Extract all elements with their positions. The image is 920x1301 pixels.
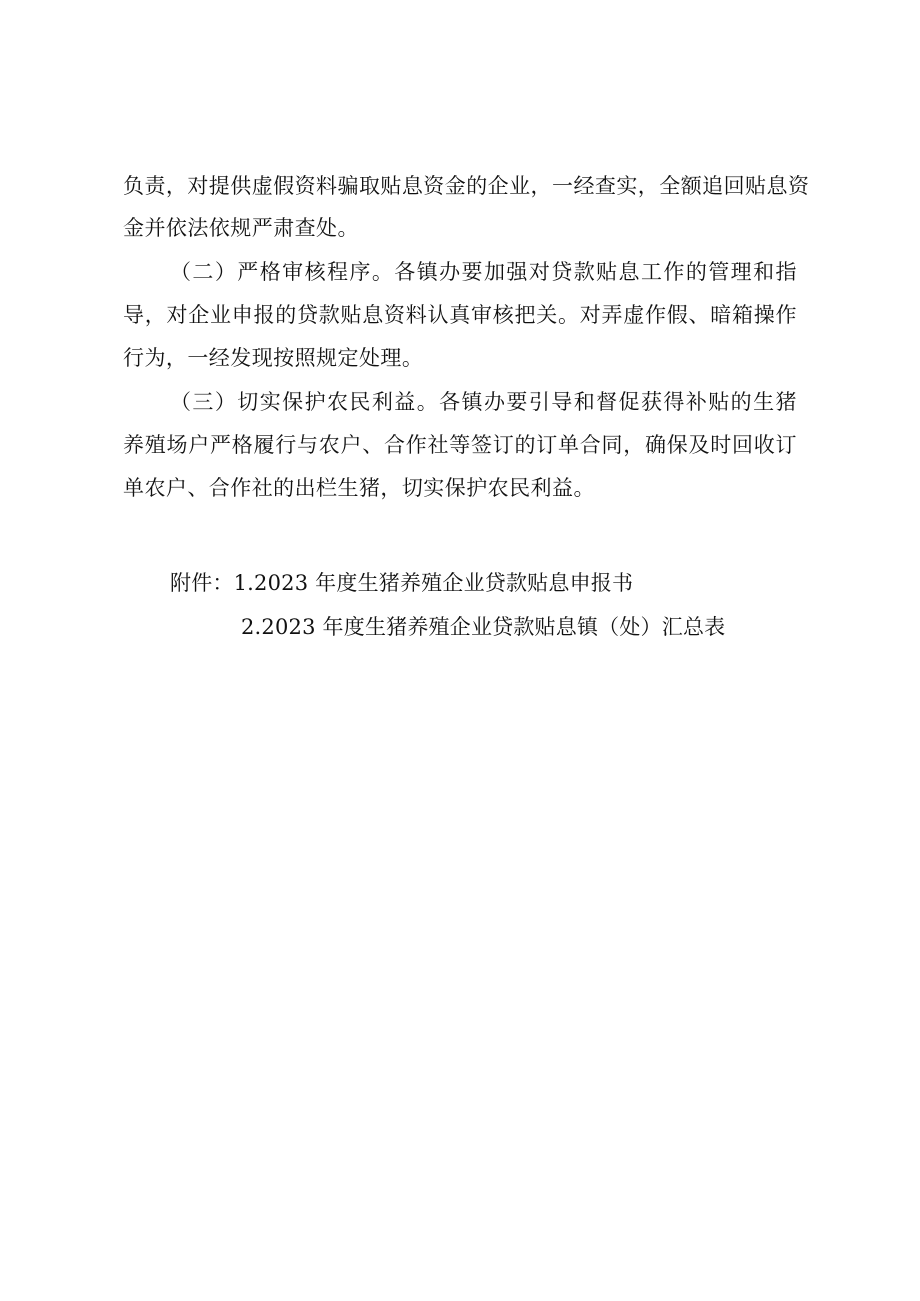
paragraph-1-line-1: 负责，对提供虚假资料骗取贴息资金的企业，一经查实，全额追回贴息资 <box>123 174 810 198</box>
paragraph-2-line-2: 导，对企业申报的贷款贴息资料认真审核把关。对弄虚作假、暗箱操作 <box>123 303 797 327</box>
paragraph-2-line-3: 行为，一经发现按照规定处理。 <box>123 346 424 370</box>
attachment-line-1 <box>170 568 633 598</box>
paragraph-3-line-1: （三）切实保护农民利益。各镇办要引导和督促获得补贴的生猪 <box>170 390 797 414</box>
attachment-item-2: 2.2023 年度生猪养殖企业贷款贴息镇（处）汇总表 <box>241 615 726 639</box>
attachment-item-1: 1.2023 年度生猪养殖企业贷款贴息申报书 <box>233 571 634 595</box>
attachment-label: 附件： <box>170 571 234 595</box>
paragraph-3-line-2: 养殖场户严格履行与农户、合作社等签订的订单合同，确保及时回收订 <box>123 433 797 457</box>
paragraph-3-line-3: 单农户、合作社的出栏生猪，切实保护农民利益。 <box>123 476 595 500</box>
paragraph-1-line-2: 金并依法依规严肃查处。 <box>123 216 359 240</box>
paragraph-2-line-1: （二）严格审核程序。各镇办要加强对贷款贴息工作的管理和指 <box>170 260 797 284</box>
